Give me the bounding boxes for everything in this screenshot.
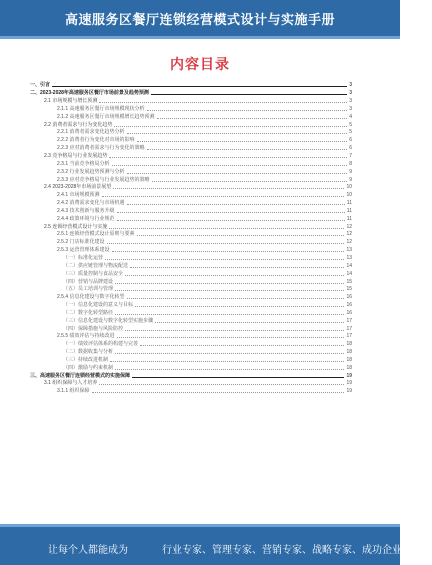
toc-leader-dots: [112, 251, 345, 252]
toc-leader-dots: [110, 361, 344, 362]
document-title: 高速服务区餐厅连锁经营模式设计与实施手册: [64, 11, 335, 27]
toc-entry[interactable]: [30, 168, 352, 176]
toc-leader-dots: [127, 298, 345, 299]
toc-entry-text: 2.5.5 绩效评估与持续改进: [57, 333, 115, 340]
toc-leader-dots: [117, 212, 345, 213]
toc-entry-page: 13: [346, 254, 352, 261]
toc-entry[interactable]: [30, 262, 352, 270]
toc-entry-page: 19: [346, 388, 352, 395]
toc-entry-page: 7: [349, 153, 352, 160]
toc-entry-page: 12: [346, 223, 352, 230]
toc-entry-text: （二）数字化转型路径: [63, 309, 114, 316]
toc-entry-text: 2.5.4 信息化建设与数字化转型: [57, 294, 125, 301]
toc-entry-text: 2.3 竞争格局与行业发展趋势: [44, 153, 108, 160]
toc-entry-text: （四）营销与品牌建设: [63, 278, 114, 285]
toc-entry[interactable]: [30, 247, 352, 255]
toc-entry[interactable]: [30, 176, 352, 184]
toc-entry[interactable]: [30, 90, 352, 98]
toc-entry[interactable]: [30, 192, 352, 200]
toc-leader-dots: [152, 181, 348, 182]
footer-roles: 行业专家、管理专家、营销专家、战略专家、成功企业家……: [162, 545, 432, 556]
toc-entry[interactable]: [30, 106, 352, 114]
toc-leader-dots: [140, 345, 344, 346]
toc-entry-text: （二）供应链管理与物流配送: [63, 262, 129, 269]
toc-entry[interactable]: [30, 239, 352, 247]
toc-entry-page: 11: [346, 215, 352, 222]
toc-entry[interactable]: [30, 364, 352, 372]
toc-entry[interactable]: [30, 231, 352, 239]
toc-entry-page: 18: [346, 356, 352, 363]
toc-entry-page: 16: [346, 309, 352, 316]
toc-leader-dots: [125, 275, 344, 276]
toc-entry-text: 2.5 连锁经营模式设计与实施: [44, 223, 108, 230]
toc-entry-page: 13: [346, 247, 352, 254]
toc-entry-page: 19: [346, 372, 352, 379]
toc-entry-page: 8: [349, 160, 352, 167]
table-of-contents: [30, 82, 352, 505]
toc-entry-text: 2.1 市场规模与增长预测: [44, 98, 98, 105]
toc-entry-page: 11: [346, 207, 352, 214]
toc-leader-dots: [117, 337, 345, 338]
toc-leader-dots: [115, 369, 344, 370]
toc-leader-dots: [147, 149, 348, 150]
toc-leader-dots: [157, 118, 348, 119]
toc-entry[interactable]: [30, 317, 352, 325]
toc-entry-text: 3.1 组织保障与人才培养: [44, 380, 98, 387]
toc-entry-page: 6: [349, 145, 352, 152]
toc-entry-text: （四）保障措施与风险防控: [63, 325, 124, 332]
toc-entry[interactable]: [30, 98, 352, 106]
toc-leader-dots: [125, 330, 344, 331]
header-banner: [0, 0, 400, 36]
toc-leader-dots: [151, 94, 347, 95]
toc-entry[interactable]: [30, 129, 352, 137]
toc-entry[interactable]: [30, 145, 352, 153]
toc-entry[interactable]: [30, 82, 352, 90]
toc-entry[interactable]: [30, 286, 352, 294]
toc-entry-text: 一、引言: [30, 82, 51, 89]
toc-title: 内容目录: [170, 56, 230, 72]
toc-entry-text: 2.5.3 运营管理体系建设: [57, 247, 110, 254]
toc-entry[interactable]: [30, 113, 352, 121]
toc-entry-text: （五）员工培训与管理: [63, 286, 114, 293]
toc-entry[interactable]: [30, 270, 352, 278]
toc-entry-page: 18: [346, 364, 352, 371]
toc-entry[interactable]: [30, 137, 352, 145]
footer-slogan: 让每个人都能成为: [48, 545, 128, 556]
toc-entry[interactable]: [30, 294, 352, 302]
toc-entry-text: 三、高速服务区餐厅连锁经营模式的实施保障: [30, 372, 131, 379]
toc-entry[interactable]: [30, 357, 352, 365]
toc-leader-dots: [105, 259, 344, 260]
toc-entry-page: 15: [346, 278, 352, 285]
toc-entry-text: （四）激励与约束机制: [63, 364, 114, 371]
toc-entry[interactable]: [30, 388, 352, 396]
toc-leader-dots: [127, 133, 348, 134]
toc-entry-page: 9: [349, 176, 352, 183]
toc-leader-dots: [130, 267, 344, 268]
toc-leader-dots: [115, 290, 344, 291]
toc-leader-dots: [135, 306, 344, 307]
toc-leader-dots: [132, 377, 344, 378]
toc-leader-dots: [115, 314, 344, 315]
toc-leader-dots: [52, 86, 347, 87]
toc-entry[interactable]: [30, 333, 352, 341]
toc-entry-text: 2.1.1 高速服务区餐厅市场规模现状分析: [57, 105, 145, 112]
toc-entry-page: 16: [346, 302, 352, 309]
toc-entry[interactable]: [30, 160, 352, 168]
toc-entry-page: 17: [346, 317, 352, 324]
toc-entry-text: 2.4.2 消费需求变化与市场机遇: [57, 200, 125, 207]
toc-entry-page: 17: [346, 333, 352, 340]
toc-entry[interactable]: [30, 278, 352, 286]
toc-entry-page: 10: [346, 192, 352, 199]
toc-entry-text: 2.3.3 应对竞争格局与行业发展趋势的策略: [57, 176, 150, 183]
toc-entry-text: 2.4.4 政策环境与行业规范: [57, 215, 115, 222]
toc-leader-dots: [109, 228, 344, 229]
toc-leader-dots: [114, 126, 347, 127]
toc-entry-page: 5: [349, 129, 352, 136]
toc-entry-page: 10: [346, 184, 352, 191]
toc-leader-dots: [113, 188, 344, 189]
toc-leader-dots: [137, 235, 345, 236]
toc-entry-text: 2.5.2 门店标准化建设: [57, 239, 105, 246]
toc-entry-text: 2.2.1 消费者需求变化趋势分析: [57, 129, 125, 136]
toc-entry-text: 2.4.3 技术创新与服务升级: [57, 207, 115, 214]
toc-leader-dots: [115, 353, 344, 354]
toc-entry-text: 3.1.1 组织保障: [57, 388, 90, 395]
toc-entry-page: 12: [346, 231, 352, 238]
toc-entry-text: （一）绩效评估体系的构建与完善: [63, 341, 139, 348]
toc-leader-dots: [107, 243, 345, 244]
toc-entry[interactable]: [30, 341, 352, 349]
toc-entry-text: （一）标准化运营: [63, 254, 104, 261]
toc-entry[interactable]: [30, 309, 352, 317]
toc-leader-dots: [117, 220, 345, 221]
toc-leader-dots: [147, 110, 348, 111]
toc-entry[interactable]: [30, 121, 352, 129]
toc-entry-text: （三）质量控制与食品安全: [63, 270, 124, 277]
toc-entry[interactable]: [30, 215, 352, 223]
toc-leader-dots: [112, 165, 348, 166]
toc-entry[interactable]: [30, 325, 352, 333]
toc-entry-text: （一）信息化建设的意义与目标: [63, 302, 134, 309]
toc-entry-text: 2.3.2 行业发展趋势预测与分析: [57, 168, 125, 175]
toc-leader-dots: [99, 102, 347, 103]
toc-entry[interactable]: [30, 349, 352, 357]
toc-entry-text: 2.2 消费者需求与行为变化趋势: [44, 121, 113, 128]
toc-entry-text: 2.4.1 市场规模预测: [57, 192, 100, 199]
toc-entry-page: 19: [346, 380, 352, 387]
toc-entry-text: 2.4 2023-2028年市场前景展望: [44, 184, 112, 191]
toc-entry-page: 12: [346, 239, 352, 246]
toc-entry[interactable]: [30, 372, 352, 380]
toc-entry-text: （三）信息化建设与数字化转型实施步骤: [63, 317, 154, 324]
toc-entry-page: 15: [346, 286, 352, 293]
toc-entry-page: 14: [346, 262, 352, 269]
toc-leader-dots: [155, 322, 344, 323]
toc-leader-dots: [92, 392, 345, 393]
toc-entry-page: 18: [346, 349, 352, 356]
toc-leader-dots: [115, 283, 344, 284]
toc-entry-text: 2.2.2 消费者行为变化对市场的影响: [57, 137, 135, 144]
toc-entry[interactable]: [30, 184, 352, 192]
footer-banner: [0, 527, 432, 565]
toc-leader-dots: [102, 196, 345, 197]
toc-entry-page: 3: [349, 90, 352, 97]
toc-entry-text: （二）数据收集与分析: [63, 349, 114, 356]
toc-entry-page: 17: [346, 325, 352, 332]
toc-entry-page: 3: [349, 82, 352, 89]
toc-entry[interactable]: [30, 200, 352, 208]
toc-entry-page: 18: [346, 341, 352, 348]
toc-entry-page: 3: [349, 98, 352, 105]
toc-entry-text: 2.1.2 高速服务区餐厅市场规模增长趋势预测: [57, 113, 155, 120]
toc-entry-page: 14: [346, 270, 352, 277]
toc-entry-page: 9: [349, 168, 352, 175]
toc-entry-text: 2.2.3 应对消费者需求与行为变化的策略: [57, 145, 145, 152]
toc-leader-dots: [99, 384, 344, 385]
toc-entry-page: 6: [349, 137, 352, 144]
toc-leader-dots: [127, 204, 345, 205]
toc-entry[interactable]: [30, 208, 352, 216]
toc-entry-page: 4: [349, 113, 352, 120]
toc-entry-page: 11: [346, 200, 352, 207]
toc-entry-page: 3: [349, 105, 352, 112]
toc-entry-text: （三）持续改进机制: [63, 356, 109, 363]
toc-entry-page: 16: [346, 294, 352, 301]
toc-leader-dots: [137, 141, 348, 142]
toc-entry-text: 2.5.1 连锁经营模式设计原则与要素: [57, 231, 135, 238]
toc-leader-dots: [109, 157, 347, 158]
toc-leader-dots: [127, 173, 348, 174]
toc-entry[interactable]: [30, 380, 352, 388]
toc-entry-text: 2.3.1 当前竞争格局分析: [57, 160, 110, 167]
toc-entry-text: 二、2023-2028年高速服务区餐厅市场前景及趋势预测: [30, 90, 149, 97]
toc-entry[interactable]: [30, 302, 352, 310]
toc-entry[interactable]: [30, 153, 352, 161]
toc-entry[interactable]: [30, 255, 352, 263]
toc-entry-page: 5: [349, 121, 352, 128]
toc-entry[interactable]: [30, 223, 352, 231]
